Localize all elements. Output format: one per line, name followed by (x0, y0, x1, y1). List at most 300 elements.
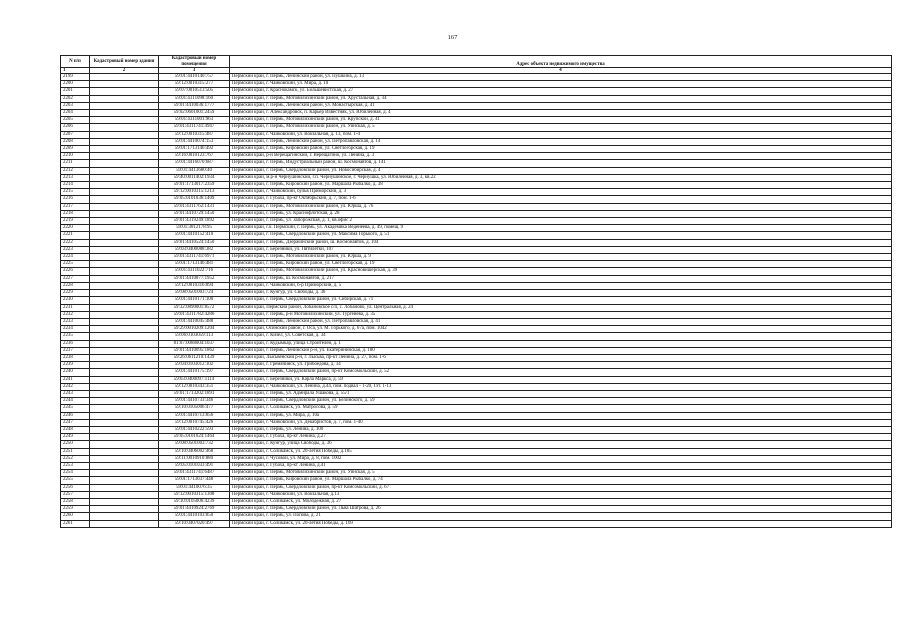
table-row (61, 398, 892, 405)
address-cell: Пермский край, г. Пермь, Свердловский район, ул. Белинского, д. 59 (230, 398, 892, 405)
premise-cadastral-cell: 59:03:0400097:1114 (159, 376, 230, 383)
table-row (61, 81, 892, 88)
address-cell: Пермский край, г. Губаха, пр-кт Октябрьский, д. 7, пом. 1-6 (230, 196, 892, 203)
address-cell: Пермский край, г. Пермь, ул. Ленина, д. 100 (230, 426, 892, 433)
address-cell: Пермский край, г. Пермь, Дзержинский район, ш. Космонавтов, д. 104 (230, 239, 892, 246)
premise-cadastral-cell: 59:12:0010315:1213 (159, 189, 230, 196)
table-row (61, 88, 892, 95)
address-cell: Пермский край, г. Гремячинск, ул. Грибоедова, д. 34 (230, 362, 892, 369)
row-number: 2233 (61, 318, 90, 325)
address-cell: Пермский край, г. Пермь, ул. Мира, д. 10а (230, 412, 892, 419)
address-cell: Пермский край, г. Краснокамск, ул. Большевистская, д. 27 (230, 88, 892, 95)
address-cell: Пермский край, г. Пермь, ул. Краснофлотская, д. 28 (230, 210, 892, 217)
premise-cadastral-cell: 59:01:4410877:1952 (159, 275, 230, 282)
row-number: 2208 (61, 138, 90, 145)
building-cadastral-cell (90, 225, 159, 232)
premise-cadastral-cell: 59:01:4311762:1431 (159, 203, 230, 210)
premise-cadastral-cell: 59:01:4410074:153 (159, 138, 230, 145)
table-row (61, 203, 892, 210)
row-number: 2201 (61, 88, 90, 95)
premise-cadastral-cell: 59:12:0010745:426 (159, 419, 230, 426)
table-row (61, 225, 892, 232)
address-cell: Пермский край, г. Пермь, Кировский район, ул. Светлогорская, д. 19 (230, 261, 892, 268)
table-row (61, 354, 892, 361)
address-cell: Пермский край, г. Чайковский, ул. Мира, д. 10 (230, 81, 892, 88)
table-row (61, 448, 892, 455)
address-cell: Пермский край, г. Пермь, Мотовилихинский район, ул. Юрша, д. 76 (230, 203, 892, 210)
building-cadastral-cell (90, 146, 159, 153)
building-cadastral-cell (90, 354, 159, 361)
address-cell: Пермский край, г. Пермь, Свердловский район, ул. Максима Горького, д. 51 (230, 232, 892, 239)
row-number: 2200 (61, 81, 90, 88)
building-cadastral-cell (90, 441, 159, 448)
premise-cadastral-cell: 59:07:0010513:505 (159, 88, 230, 95)
building-cadastral-cell (90, 210, 159, 217)
premise-cadastral-cell: 59:01:4410713:856 (159, 412, 230, 419)
building-cadastral-cell (90, 254, 159, 261)
building-cadastral-cell (90, 239, 159, 246)
table-row (61, 390, 892, 397)
table-row (61, 282, 892, 289)
table-row (61, 254, 892, 261)
row-number: 2244 (61, 398, 90, 405)
address-cell: Пермский край, г. Пермь, Свердловский район, пр-кт Комсомольский, д. 52 (230, 369, 892, 376)
table-row (61, 232, 892, 239)
premise-cadastral-cell: 59:10:0105006:477 (159, 405, 230, 412)
premise-cadastral-cell: 59:32:0890001:8572 (159, 304, 230, 311)
row-number: 2204 (61, 110, 90, 117)
address-cell: Пермский край, г. Чайковский, ул. Ленина, д.44, пом. подвал - 1-20, 1эт. 1-13 (230, 383, 892, 390)
table-row (61, 182, 892, 189)
table-row (61, 246, 892, 253)
address-cell: Пермский край, г. Пермь, Мотовилихинский район, ул. Крупской, д. 41 (230, 117, 892, 124)
building-cadastral-cell (90, 383, 159, 390)
address-cell: Пермский край, г. Пермь, ул. Адмирала Ушакова, д. 55/1 (230, 390, 892, 397)
building-cadastral-cell (90, 405, 159, 412)
building-cadastral-cell (90, 182, 159, 189)
address-cell: Пермский край, г. Соликамск, ул. Матросова, д. 59 (230, 405, 892, 412)
page-number: 167 (447, 34, 458, 41)
row-number: 2203 (61, 102, 90, 109)
address-cell: Пермский край, г. Пермь, Свердловский район, ул. Сибирская, д. 71 (230, 297, 892, 304)
table-row (61, 513, 892, 520)
building-cadastral-cell (90, 390, 159, 397)
address-cell: Пермский край, г. Кудымкар, улица Строителей, д. 1 (230, 340, 892, 347)
building-cadastral-cell (90, 275, 159, 282)
row-number: 2232 (61, 311, 90, 318)
address-cell: Пермский край, г. Пермь, Мотовилихинский район, ул. Хрустальная, д. 34 (230, 95, 892, 102)
table-row (61, 196, 892, 203)
row-number: 2234 (61, 326, 90, 333)
row-number: 2225 (61, 261, 90, 268)
building-cadastral-cell (90, 318, 159, 325)
table-row (61, 470, 892, 477)
row-number: 2221 (61, 232, 90, 239)
premise-cadastral-cell: 59:01:4410152:410 (159, 232, 230, 239)
row-number: 2237 (61, 347, 90, 354)
premise-cadastral-cell: 59:01:4410140:757 (159, 74, 230, 81)
table-row (61, 405, 892, 412)
address-cell: Пермский край, г. Кунгур, ул. Свободы, д. 36 (230, 290, 892, 297)
address-cell: Пермский край, г. Пермь, Ленинский р-н, ул. Екатерининская, д. 180 (230, 347, 892, 354)
table-body (61, 74, 892, 528)
premise-cadastral-cell: 59:01:1713017:2359 (159, 182, 230, 189)
table-row (61, 167, 892, 174)
premise-cadastral-cell: 59:01:4410733:346 (159, 398, 230, 405)
address-cell: Пермский край, г. Пермь, р-н Мотовилихинский, ул. Тургенева, д. 35 (230, 311, 892, 318)
building-cadastral-cell (90, 340, 159, 347)
row-number: 2256 (61, 484, 90, 491)
table-row (61, 290, 892, 297)
row-number: 2260 (61, 513, 90, 520)
address-cell: Пермский край, г. Кизел, ул. Советская, д. 34 (230, 333, 892, 340)
table-row (61, 318, 892, 325)
row-number: 2241 (61, 376, 90, 383)
table-row (61, 347, 892, 354)
premise-cadastral-cell: 59:01:4410924:2769 (159, 506, 230, 513)
address-cell: Пермский край, Пермский район, Лобановское с/п, с. Лобаново, ул. Центральная, д. 24 (230, 304, 892, 311)
table-row (61, 218, 892, 225)
building-cadastral-cell (90, 462, 159, 469)
row-number: 2218 (61, 210, 90, 217)
premise-cadastral-cell: 59:40:0011402:1934 (159, 174, 230, 181)
premise-cadastral-cell: 59:10:0105006:4239 (159, 498, 230, 505)
address-cell: Пермский край, г. Чайковский, ул. Вокзальная, д. 13, пом. 1-4 (230, 131, 892, 138)
table-row (61, 239, 892, 246)
premise-cadastral-cell: 59:08:0501003:732 (159, 441, 230, 448)
building-cadastral-cell (90, 498, 159, 505)
building-cadastral-cell (90, 297, 159, 304)
table-row (61, 146, 892, 153)
address-cell: Пермский край, г. Пермь, Ленинский район, ул. Пушкина, д. 13 (230, 74, 892, 81)
premise-cadastral-cell: 59:01:1713202:1891 (159, 390, 230, 397)
row-number: 2231 (61, 304, 90, 311)
table-row (61, 153, 892, 160)
address-cell: Пермский край, Осинский район, г. Оса, ул. М. Горького, д. 67а, пом. 1042 (230, 326, 892, 333)
table-row (61, 383, 892, 390)
building-cadastral-cell (90, 218, 159, 225)
premise-cadastral-cell: 59:10:0407020:497 (159, 520, 230, 527)
row-number: 2239 (61, 362, 90, 369)
row-number: 2207 (61, 131, 90, 138)
premise-cadastral-cell: 59:01:1713037:448 (159, 477, 230, 484)
address-cell: Пермский край, г. Пермь, Индустриальный район, ш. Космонавтов, д. 141 (230, 160, 892, 167)
table-row (61, 74, 892, 81)
building-cadastral-cell (90, 333, 159, 340)
table-row (61, 174, 892, 181)
row-number: 2228 (61, 282, 90, 289)
premise-cadastral-cell: 59:26:0611210:1439 (159, 354, 230, 361)
building-cadastral-cell (90, 189, 159, 196)
premise-cadastral-cell: 59:05:0101036:1409 (159, 196, 230, 203)
row-number: 2206 (61, 124, 90, 131)
row-number: 2230 (61, 297, 90, 304)
table-row (61, 426, 892, 433)
premise-cadastral-cell: 59:01:4410095:1862 (159, 347, 230, 354)
building-cadastral-cell (90, 362, 159, 369)
table-row (61, 376, 892, 383)
premise-cadastral-cell: 59:01:4410222:593 (159, 426, 230, 433)
row-number: 2250 (61, 441, 90, 448)
address-cell: Пермский край, г. Пермь, ул. Попова, д. 21 (230, 513, 892, 520)
row-number: 2214 (61, 182, 90, 189)
building-cadastral-cell (90, 376, 159, 383)
building-cadastral-cell (90, 153, 159, 160)
premise-cadastral-cell: 59:01:4410036:1777 (159, 102, 230, 109)
table-row (61, 110, 892, 117)
address-cell: Пермский край, г. Губаха, пр-кт Ленина, д.41 (230, 462, 892, 469)
address-cell: Пермский край, г. Чайковский, ул. Вокзальная, д.13 (230, 491, 892, 498)
table-row (61, 333, 892, 340)
table-row (61, 261, 892, 268)
address-cell: Пермский край, г. Пермь, ул. Запорожская, д. 1, кв.офис 2 (230, 218, 892, 225)
building-cadastral-cell (90, 131, 159, 138)
row-number: 2236 (61, 340, 90, 347)
table-row (61, 117, 892, 124)
col-number: 3 (159, 68, 230, 74)
building-cadastral-cell (90, 470, 159, 477)
premise-cadastral-cell: 59:01:4311001:963 (159, 117, 230, 124)
row-number: 2210 (61, 153, 90, 160)
premise-cadastral-cell: 59:01:4311741:6487 (159, 470, 230, 477)
premise-cadastral-cell: 59:12:0010316:894 (159, 282, 230, 289)
premise-cadastral-cell: 59:12:0010315:487 (159, 131, 230, 138)
row-number: 2252 (61, 455, 90, 462)
address-cell: Пермский край, г. Чайковский, ул. Декабристов, д. 7, пом. 1-40 (230, 419, 892, 426)
address-cell: Пермский край, г. Соликамск, ул. 20-летия Победы, д.185 (230, 448, 892, 455)
address-cell: Пермский край, г. Губаха, пр-кт Ленина, д.27 (230, 434, 892, 441)
building-cadastral-cell (90, 347, 159, 354)
row-number: 2220 (61, 225, 90, 232)
address-cell: Пермский край, г.о. Пермский, г. Пермь, ул. Академика Веденеева, д. 49, помещ. 9 (230, 225, 892, 232)
table-row (61, 419, 892, 426)
row-number: 2222 (61, 239, 90, 246)
row-number: 2227 (61, 275, 90, 282)
row-number: 2257 (61, 491, 90, 498)
table-row (61, 189, 892, 196)
row-number: 2217 (61, 203, 90, 210)
table-row (61, 131, 892, 138)
building-cadastral-cell (90, 246, 159, 253)
address-cell: Пермский край, г. Александровск, п. Карьер Известняк, ул. Юбилейная, д. 4 (230, 110, 892, 117)
building-cadastral-cell (90, 506, 159, 513)
building-cadastral-cell (90, 326, 159, 333)
premise-cadastral-cell: 59:01:4410045:488 (159, 318, 230, 325)
building-cadastral-cell (90, 138, 159, 145)
address-cell: Пермский край, р-н Верещагинский, г. Верещагино, ул. Ленина, д. 3 (230, 153, 892, 160)
building-cadastral-cell (90, 448, 159, 455)
premise-cadastral-cell: 59:06:0103059:113 (159, 333, 230, 340)
table-row (61, 297, 892, 304)
row-number: 2251 (61, 448, 90, 455)
premise-cadastral-cell: 59:16:0010123:767 (159, 153, 230, 160)
premise-cadastral-cell: 59:01:4410171:100 (159, 297, 230, 304)
row-number: 2202 (61, 95, 90, 102)
table-row (61, 369, 892, 376)
building-cadastral-cell (90, 81, 159, 88)
address-cell: Пермский край, г. Пермь, ш. Космонавтов, д. 217 (230, 275, 892, 282)
row-number: 2213 (61, 174, 90, 181)
table-row (61, 326, 892, 333)
address-cell: Пермский край, г. Березники, ул. Пятилетки, 107 (230, 246, 892, 253)
building-cadastral-cell (90, 203, 159, 210)
header-premise-cadastral: Кадастровый номер помещения (159, 56, 230, 68)
row-number: 2216 (61, 196, 90, 203)
table-row (61, 520, 892, 527)
row-number: 2253 (61, 462, 90, 469)
row-number: 2261 (61, 520, 90, 527)
address-cell: Пермский край, г. Пермь, Мотовилихинский район, ул. Уинская, д. 5 (230, 470, 892, 477)
premise-cadastral-cell: 59:12:0010343:351 (159, 383, 230, 390)
address-cell: Пермский край, г. Чусовой, ул. Мира, д. 8, пом. 1002 (230, 455, 892, 462)
address-cell: Пермский край, г. Пермь, Свердловский район, ул. Льва Шатрова, д. 26 (230, 506, 892, 513)
row-number: 2254 (61, 470, 90, 477)
row-number: 2212 (61, 167, 90, 174)
table-row (61, 268, 892, 275)
table-row (61, 477, 892, 484)
premise-cadastral-cell: 59:01:4311098:160 (159, 95, 230, 102)
address-cell: Пермский край, г. Пермь, Ленинский район, ул. Петропавловская, д. 41 (230, 318, 892, 325)
address-cell: Пермский край, г. Пермь, Кировский район, ул. Маршала Рыбалко, д. 74 (230, 477, 892, 484)
premise-cadastral-cell: 59:11:0010910:880 (159, 455, 230, 462)
premise-cadastral-cell: 59:01:1713146:481 (159, 261, 230, 268)
row-number: 2224 (61, 254, 90, 261)
table-row (61, 304, 892, 311)
table-row (61, 102, 892, 109)
premise-cadastral-cell: 59:10:0406002:468 (159, 448, 230, 455)
building-cadastral-cell (90, 74, 159, 81)
table-row (61, 441, 892, 448)
table-row (61, 311, 892, 318)
table-row (61, 362, 892, 369)
address-cell: Пермский край, г. Чайковский, бульв Приморский, д. 3 (230, 189, 892, 196)
row-number: 2243 (61, 390, 90, 397)
table-row (61, 138, 892, 145)
header-num: N п/п (61, 56, 90, 68)
address-cell: Пермский край, Лысьвенский р-н, г. Лысьва, пр-кт Ленина, д. 27, пом. 1-6 (230, 354, 892, 361)
premise-cadastral-cell: 59:01:4311741:6971 (159, 254, 230, 261)
building-cadastral-cell (90, 477, 159, 484)
table-row (61, 275, 892, 282)
header-building-cadastral: Кадастровый номер здания (90, 56, 159, 68)
address-cell: Пермский край, г. Пермь, Кировский район, ул. Светлогорская, д. 19 (230, 146, 892, 153)
premise-cadastral-cell: 81:07:0088004:1037 (159, 340, 230, 347)
premise-cadastral-cell: 59:12:0010315:277 (159, 81, 230, 88)
col-number: 4 (230, 68, 892, 74)
address-cell: Пермский край, г. Соликамск, ул. Молодежная, д. 27 (230, 498, 892, 505)
building-cadastral-cell (90, 160, 159, 167)
address-cell: Пермский край, г. Пермь, Свердловский район, пр-кт Комсомольский, д. 67 (230, 484, 892, 491)
address-cell: Пермский край, м.р-н Чернушинский, г.п. Чернушинское, г. Чернушка, ул. Юбилейная, д. 3, кв.22 (230, 174, 892, 181)
premise-cadastral-cell: 59:03:0400088:382 (159, 246, 230, 253)
address-cell: Пермский край, г. Соликамск, ул. 20-летия Победы, д. 169 (230, 520, 892, 527)
premise-cadastral-cell: 59:29:0010209:1204 (159, 326, 230, 333)
building-cadastral-cell (90, 311, 159, 318)
building-cadastral-cell (90, 304, 159, 311)
building-cadastral-cell (90, 419, 159, 426)
col-number: 2 (90, 68, 159, 74)
address-cell: Пермский край, г. Пермь, Ленинский район, ул. Монастырская, д. 41 (230, 102, 892, 109)
premise-cadastral-cell: 59:08:0501003:724 (159, 290, 230, 297)
address-cell: Пермский край, г. Пермь, Мотовилихинский район, ул. Красновишерская, д. 39 (230, 268, 892, 275)
building-cadastral-cell (90, 520, 159, 527)
building-cadastral-cell (90, 268, 159, 275)
premise-cadastral-cell: 59:01:4311741:4947 (159, 124, 230, 131)
premise-cadastral-cell: 59:05:0101033:491 (159, 462, 230, 469)
building-cadastral-cell (90, 369, 159, 376)
premise-cadastral-cell: 59:01:1713146:492 (159, 146, 230, 153)
building-cadastral-cell (90, 102, 159, 109)
building-cadastral-cell (90, 398, 159, 405)
property-registry-table (60, 55, 892, 528)
row-number: 2226 (61, 268, 90, 275)
premise-cadastral-cell: 59:01:3812178:95 (159, 225, 230, 232)
building-cadastral-cell (90, 426, 159, 433)
premise-cadastral-cell: 59:01:4410076:35 (159, 484, 230, 491)
building-cadastral-cell (90, 491, 159, 498)
premise-cadastral-cell: 59:04:0103012:102 (159, 362, 230, 369)
building-cadastral-cell (90, 261, 159, 268)
row-number: 2238 (61, 354, 90, 361)
address-cell: Пермский край, г. Березники, ул. Карла Маркса, д. 59 (230, 376, 892, 383)
building-cadastral-cell (90, 455, 159, 462)
building-cadastral-cell (90, 95, 159, 102)
row-number: 2205 (61, 117, 90, 124)
building-cadastral-cell (90, 167, 159, 174)
row-number: 2248 (61, 426, 90, 433)
building-cadastral-cell (90, 513, 159, 520)
row-number: 2258 (61, 498, 90, 505)
table-row (61, 160, 892, 167)
premise-cadastral-cell: 59:01:4319249:1892 (159, 218, 230, 225)
address-cell: Пермский край, г. Пермь, Мотовилихинский район, ул. Юрша, д. 9 (230, 254, 892, 261)
row-number: 2240 (61, 369, 90, 376)
header-address: Адрес объекта недвижимого имущества (230, 56, 892, 68)
building-cadastral-cell (90, 117, 159, 124)
row-number: 2246 (61, 412, 90, 419)
building-cadastral-cell (90, 174, 159, 181)
table-row (61, 462, 892, 469)
table-row (61, 95, 892, 102)
table-row (61, 484, 892, 491)
row-number: 2249 (61, 434, 90, 441)
building-cadastral-cell (90, 124, 159, 131)
table-row (61, 491, 892, 498)
table-header-row (61, 56, 892, 68)
table-row (61, 455, 892, 462)
building-cadastral-cell (90, 196, 159, 203)
table-row (61, 498, 892, 505)
premise-cadastral-cell: 59:01:4410729:1450 (159, 210, 230, 217)
row-number: 2259 (61, 506, 90, 513)
row-number: 2255 (61, 477, 90, 484)
premise-cadastral-cell: 59:01:4311782:4286 (159, 311, 230, 318)
building-cadastral-cell (90, 282, 159, 289)
building-cadastral-cell (90, 110, 159, 117)
address-cell: Пермский край, г. Кунгур, улица Свободы, д. 36 (230, 441, 892, 448)
address-cell: Пермский край, г. Пермь, Свердловский район, ул. Новосибирская, д. 4 (230, 167, 892, 174)
table-row (61, 434, 892, 441)
address-cell: Пермский край, г. Чайковский, б-р Приморский, д. 5 (230, 282, 892, 289)
premise-cadastral-cell: 59:01:4410524:1450 (159, 239, 230, 246)
premise-cadastral-cell: 59:01:4413680:40 (159, 167, 230, 174)
premise-cadastral-cell: 59:05:0101024:1464 (159, 434, 230, 441)
premise-cadastral-cell: 59:01:4311022:716 (159, 268, 230, 275)
row-number: 2219 (61, 218, 90, 225)
premise-cadastral-cell: 59:01:4416070:687 (159, 160, 230, 167)
row-number: 2229 (61, 290, 90, 297)
premise-cadastral-cell: 59:12:0010315:1308 (159, 491, 230, 498)
